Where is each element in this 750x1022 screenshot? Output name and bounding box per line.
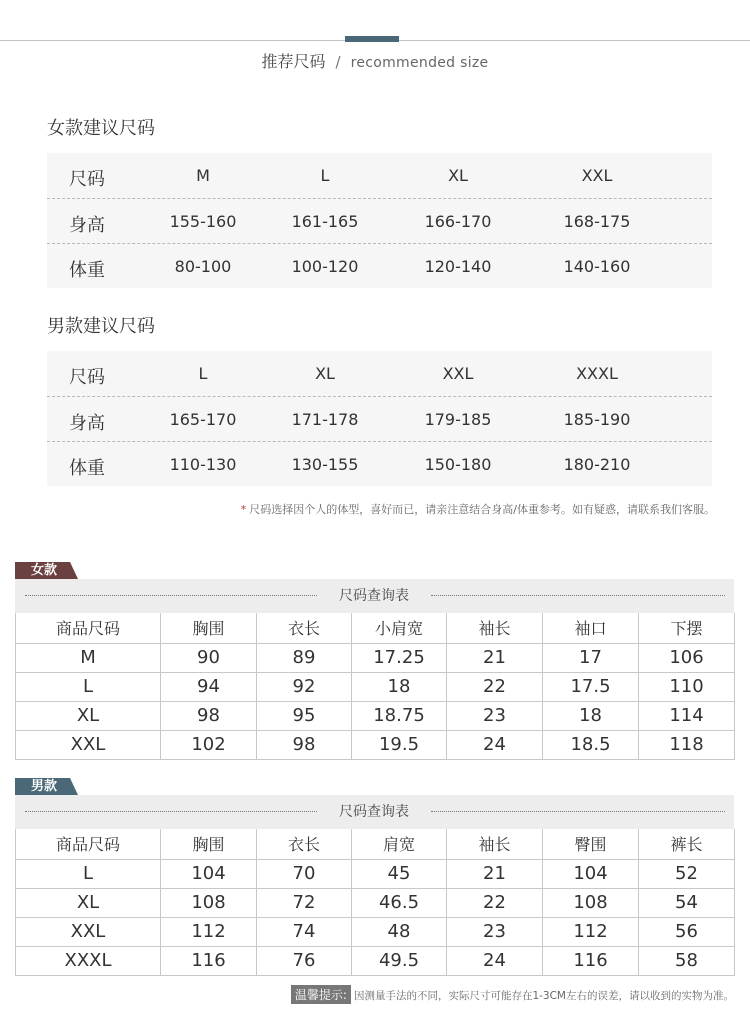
table-cell: L: [16, 859, 161, 888]
table-cell: 70: [257, 859, 352, 888]
table-cell: XL: [16, 701, 161, 730]
header-cell: 胸围: [161, 613, 257, 643]
chart-title: 尺码查询表: [339, 804, 409, 820]
table-cell: 112: [161, 917, 257, 946]
table-cell: 18: [352, 672, 447, 701]
rec-cell: 80-100: [174, 257, 232, 276]
table-cell: 18.5: [543, 730, 639, 759]
table-cell: 106: [639, 643, 735, 672]
male-size-table: [15, 829, 735, 976]
row-label: 身高: [69, 215, 105, 236]
table-cell: L: [16, 672, 161, 701]
title-en: recommended size: [350, 55, 489, 71]
tip: [291, 985, 734, 1004]
table-cell: 18.75: [352, 701, 447, 730]
table-cell: 112: [543, 917, 639, 946]
table-cell: 17.25: [352, 643, 447, 672]
rec-cell: 100-120: [291, 257, 359, 276]
table-cell: 98: [161, 701, 257, 730]
table-cell: 46.5: [352, 888, 447, 917]
table-cell: 19.5: [352, 730, 447, 759]
table-cell: 98: [257, 730, 352, 759]
rec-row-height: [47, 198, 712, 243]
note-text: 尺码选择因个人的体型，喜好而已，请亲注意结合身高/体重参考。如有疑惑，请联系我们客服。: [249, 503, 715, 516]
table-row: [16, 859, 735, 888]
table-cell: 110: [639, 672, 735, 701]
title-cn: 推荐尺码: [261, 52, 326, 71]
rec-cell: XL: [315, 364, 335, 383]
table-cell: 22: [447, 888, 543, 917]
table-cell: 23: [447, 701, 543, 730]
female-rec-title: 女款建议尺码: [47, 118, 155, 139]
table-row: [16, 730, 735, 759]
row-label: 尺码: [69, 367, 105, 388]
header-cell: 裤长: [639, 829, 735, 859]
table-row: [16, 888, 735, 917]
table-row: [16, 917, 735, 946]
table-header-row: [16, 613, 735, 643]
rec-cell: 140-160: [563, 257, 631, 276]
table-cell: 104: [543, 859, 639, 888]
rec-cell: 168-175: [563, 212, 631, 231]
rec-cell: L: [198, 364, 208, 383]
header-cell: 袖口: [543, 613, 639, 643]
female-rec-table: [47, 153, 712, 288]
table-cell: 17.5: [543, 672, 639, 701]
header-cell: 袖长: [447, 613, 543, 643]
row-label: 身高: [69, 413, 105, 434]
table-cell: 23: [447, 917, 543, 946]
rec-row-size: [47, 153, 712, 198]
rec-cell: 110-130: [169, 455, 237, 474]
header-cell: 衣长: [257, 613, 352, 643]
table-cell: 94: [161, 672, 257, 701]
rec-cell: 171-178: [291, 410, 359, 429]
male-size-chart: [15, 795, 734, 976]
table-cell: XL: [16, 888, 161, 917]
table-row: [16, 946, 735, 975]
rec-cell: L: [320, 166, 330, 185]
header-cell: 袖长: [447, 829, 543, 859]
dotted-line: [25, 811, 317, 812]
rec-cell: XXXL: [576, 364, 618, 383]
table-cell: 116: [161, 946, 257, 975]
table-cell: 90: [161, 643, 257, 672]
female-size-table: [15, 613, 735, 760]
header-cell: 下摆: [639, 613, 735, 643]
rec-cell: 161-165: [291, 212, 359, 231]
table-cell: 114: [639, 701, 735, 730]
rec-cell: 180-210: [563, 455, 631, 474]
tip-text: 因测量手法的不同，实际尺寸可能存在1-3CM左右的误差，请以收到的实物为准。: [353, 990, 734, 1002]
table-cell: XXL: [16, 917, 161, 946]
table-cell: 102: [161, 730, 257, 759]
table-cell: XXXL: [16, 946, 161, 975]
rec-row-weight: [47, 441, 712, 486]
table-cell: 52: [639, 859, 735, 888]
tip-badge: 温馨提示:: [291, 985, 351, 1004]
dotted-line: [431, 595, 725, 596]
header-cell: 商品尺码: [16, 829, 161, 859]
rec-cell: 120-140: [424, 257, 492, 276]
table-cell: XXL: [16, 730, 161, 759]
table-cell: 45: [352, 859, 447, 888]
header-cell: 胸围: [161, 829, 257, 859]
table-cell: 18: [543, 701, 639, 730]
rec-cell: M: [196, 166, 210, 185]
table-cell: 95: [257, 701, 352, 730]
table-cell: 108: [161, 888, 257, 917]
table-cell: 76: [257, 946, 352, 975]
table-cell: 118: [639, 730, 735, 759]
page-title: [0, 49, 750, 72]
table-cell: 92: [257, 672, 352, 701]
rec-cell: 166-170: [424, 212, 492, 231]
table-cell: 49.5: [352, 946, 447, 975]
header-cell: 小肩宽: [352, 613, 447, 643]
note-star: *: [240, 503, 247, 516]
table-cell: 21: [447, 643, 543, 672]
table-row: [16, 672, 735, 701]
female-size-chart: [15, 579, 734, 760]
row-label: 体重: [69, 260, 105, 281]
table-cell: 116: [543, 946, 639, 975]
chart-title-bar: [15, 795, 734, 829]
male-rec-title: 男款建议尺码: [47, 316, 155, 337]
title-separator: /: [335, 53, 341, 71]
female-tag: 女款: [15, 562, 70, 579]
header-cell: 臀围: [543, 829, 639, 859]
header-cell: 衣长: [257, 829, 352, 859]
table-row: [16, 643, 735, 672]
male-rec-table: [47, 351, 712, 486]
table-cell: M: [16, 643, 161, 672]
chart-title-bar: [15, 579, 734, 613]
table-cell: 72: [257, 888, 352, 917]
table-cell: 108: [543, 888, 639, 917]
table-cell: 56: [639, 917, 735, 946]
dotted-line: [431, 811, 725, 812]
rec-row-size: [47, 351, 712, 396]
table-cell: 48: [352, 917, 447, 946]
rec-cell: 165-170: [169, 410, 237, 429]
table-cell: 74: [257, 917, 352, 946]
row-label: 尺码: [69, 169, 105, 190]
rec-cell: XL: [448, 166, 468, 185]
rec-cell: XXL: [442, 364, 474, 383]
table-cell: 54: [639, 888, 735, 917]
table-cell: 104: [161, 859, 257, 888]
header-cell: 肩宽: [352, 829, 447, 859]
rec-row-height: [47, 396, 712, 441]
rec-cell: 150-180: [424, 455, 492, 474]
table-cell: 21: [447, 859, 543, 888]
header-accent-bar: [345, 36, 399, 42]
header-cell: 商品尺码: [16, 613, 161, 643]
table-cell: 24: [447, 946, 543, 975]
rec-cell: 130-155: [291, 455, 359, 474]
table-cell: 89: [257, 643, 352, 672]
rec-cell: 155-160: [169, 212, 237, 231]
male-tag: 男款: [15, 778, 70, 795]
table-row: [16, 701, 735, 730]
rec-cell: 185-190: [563, 410, 631, 429]
table-cell: 22: [447, 672, 543, 701]
table-cell: 24: [447, 730, 543, 759]
rec-row-weight: [47, 243, 712, 288]
table-header-row: [16, 829, 735, 859]
rec-cell: 179-185: [424, 410, 492, 429]
dotted-line: [25, 595, 317, 596]
table-cell: 58: [639, 946, 735, 975]
rec-cell: XXL: [581, 166, 613, 185]
table-cell: 17: [543, 643, 639, 672]
chart-title: 尺码查询表: [339, 588, 409, 604]
row-label: 体重: [69, 458, 105, 479]
size-note: [241, 501, 715, 517]
